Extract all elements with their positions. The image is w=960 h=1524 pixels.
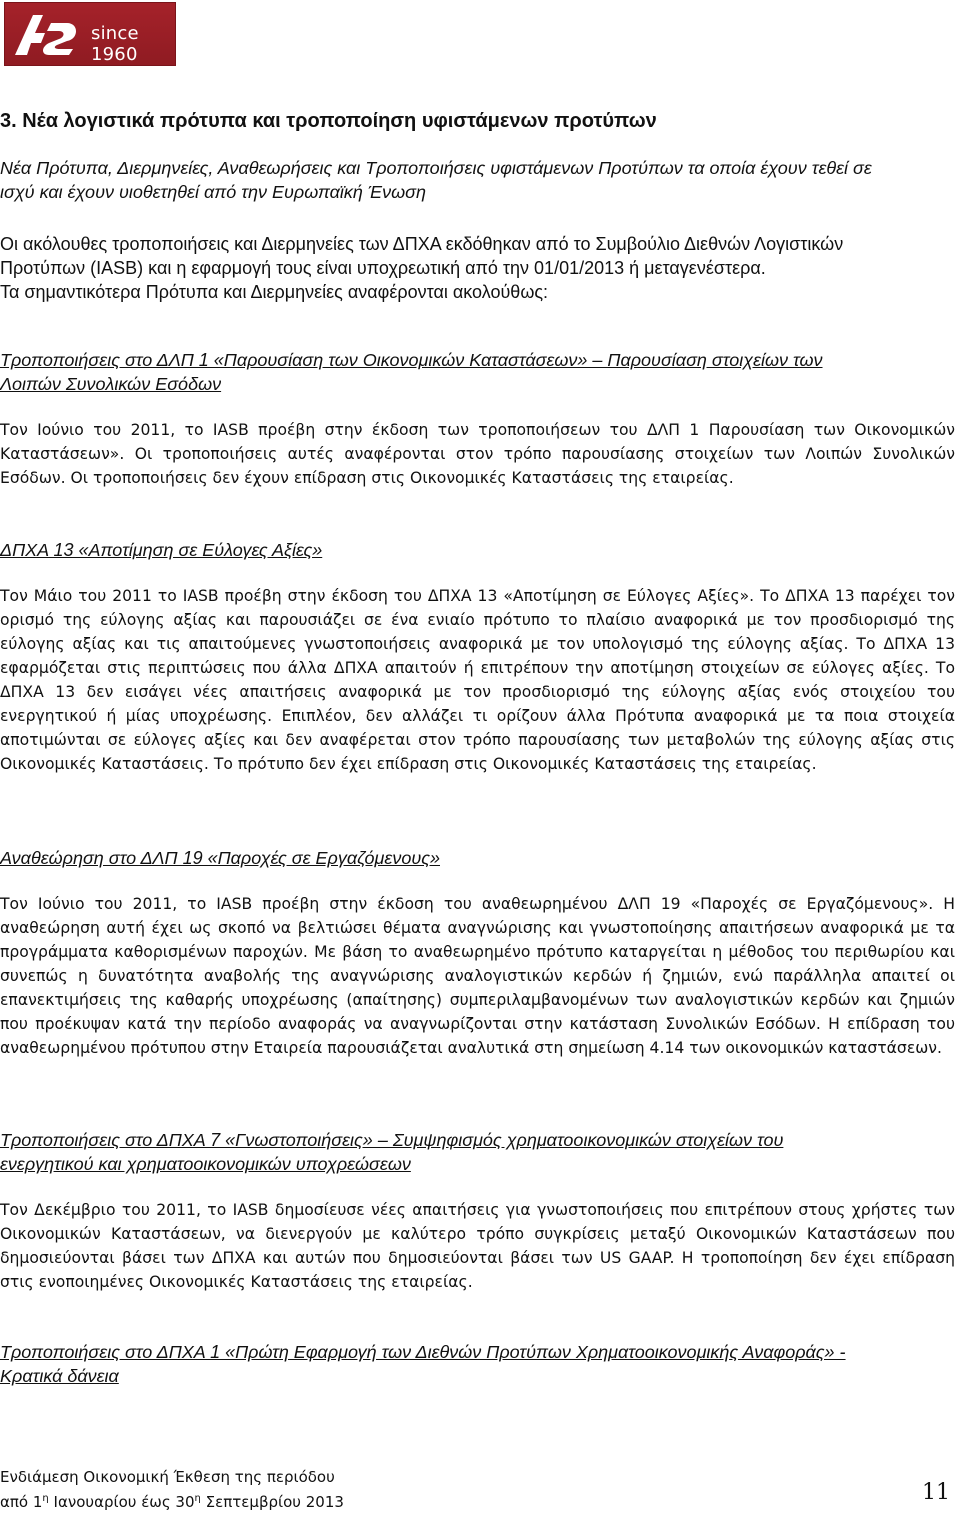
section-ifrs1-title — [0, 1340, 955, 1388]
section-title-line2: ενεργητικού και χρηματοοικονομικών υποχρεώσεων — [0, 1154, 411, 1174]
intro-subtitle — [0, 156, 955, 204]
intro-para-line2: Προτύπων (IASB) και η εφαρμογή τους είναι υποχρεωτική από την 01/01/2013 ή μεταγενέστερα. — [0, 258, 766, 278]
intro-para-line3: Τα σημαντικότερα Πρότυπα και Διερμηνείες αναφέρονται ακολούθως: — [0, 282, 549, 302]
footer-sup: η — [194, 1493, 201, 1504]
section-title-line2: Κρατικά δάνεια — [0, 1366, 119, 1386]
section-title-line1: Τροποποιήσεις στο ΔΠΧΑ 7 «Γνωστοποιήσεις» – Συμψηφισμός χρηματοοικονομικών στοιχείων του — [0, 1130, 784, 1150]
section-ias19-body: Τον Ιούνιο του 2011, το IASB προέβη στην έκδοση του αναθεωρημένου ΔΛΠ 19 «Παροχές σε Εργαζόμενους». Η αναθεώρηση αυτή έχει ως σκοπό να βελτιώσει θέματα αναγνώρισης και γνωστοποίησης απαιτήσεων αναφορικά με τα προγράμματα καθορισμένων παροχών. Με βάση το αναθεωρημένο πρότυπο καταργείται η μέθοδος του περιθωρίου και συνεπώς η δυνατότητα αναβολής της αναγνώρισης αναλογιστικών κερδών ή ζημιών, ενώ παράλληλα απαιτεί οι επανεκτιμήσεις της καθαρής υποχρέωσης (απαίτησης) συμπεριλαμβανομένων των αναλογιστικών κερδών και ζημιών που προέκυψαν κατά την περίοδο αναφοράς να αναγνωρίζονται στην κατάσταση Συνολικών Εσόδων. Η επίδραση του αναθεωρημένου πρότυπου στην Εταιρεία παρουσιάζεται αναλυτικά στη σημείωση 4.14 των οικονομικών καταστάσεων. — [0, 895, 955, 1057]
section-ifrs7-title — [0, 1128, 955, 1176]
section-title-line1: Αναθεώρηση στο ΔΛΠ 19 «Παροχές σε Εργαζόμενους» — [0, 848, 440, 868]
footer-line2-part: Ιανουαρίου έως 30 — [48, 1493, 195, 1511]
section-ifrs13-body: Τον Μάιο του 2011 το IASB προέβη στην έκδοση του ΔΠΧΑ 13 «Αποτίμηση σε Εύλογες Αξίες». Το ΔΠΧΑ 13 παρέχει τον ορισμό της εύλογης αξίας και παρουσιάζει σε ένα ενιαίο πρότυπο το πλαίσιο αναφορικά με τον προσδιορισμό της εύλογης αξίας και τις απαιτούμενες γνωστοποιήσεις αναφορικά με τον υπολογισμό της εύλογης αξίας. Το ΔΠΧΑ 13 εφαρμόζεται στις περιπτώσεις που άλλα ΔΠΧΑ απαιτούν ή επιτρέπουν την αποτίμηση στοιχείων σε εύλογες αξίες. Το ΔΠΧΑ 13 δεν εισάγει νέες απαιτήσεις αναφορικά με τον προσδιορισμό της εύλογης αξίας ενός στοιχείου του ενεργητικού ή μίας υποχρέωσης. Επιπλέον, δεν αλλάζει τι ορίζουν άλλα Πρότυπα αναφορικά με τα ποια στοιχεία αποτιμώνται σε εύλογες αξίες και δεν αναφέρεται στον τρόπο παρουσίασης των μεταβολών της εύλογης αξίας στις Οικονομικές Καταστάσεις. Το πρότυπο δεν έχει επίδραση στις Οικονομικές Καταστάσεις της εταιρείας. — [0, 587, 955, 773]
footer-line2-part: Σεπτεμβρίου 2013 — [200, 1493, 344, 1511]
section-ifrs7-body: Τον Δεκέμβριο του 2011, το IASB δημοσίευσε νέες απαιτήσεις για γνωστοποιήσεις που επιτρέπουν στους χρήστες των Οικονομικών Καταστάσεων, να διενεργούν με καλύτερο τρόπο συγκρίσεις μεταξύ Οικονομικών Καταστάσεων που δημοσιεύονται βάσει των ΔΠΧΑ και αυτών που δημοσιεύονται βάσει των US GAAP. Η τροποποίηση δεν έχει επίδραση στις ενοποιημένες Οικονομικές Καταστάσεις της εταιρείας. — [0, 1201, 955, 1291]
section-ias1-title — [0, 348, 955, 396]
section-ias1-body: Τον Ιούνιο του 2011, το IASB προέβη στην έκδοση των τροποποιήσεων του ΔΛΠ 1 Παρουσίαση των Οικονομικών Καταστάσεων». Οι τροποποιήσεις αυτές αναφέρονται στον τρόπο παρουσίασης στοιχείων των Λοιπών Συνολικών Εσόδων. Οι τροποποιήσεις δεν έχουν επίδραση στις Οικονομικές Καταστάσεις της εταιρείας. — [0, 421, 955, 487]
section-title-line1: ΔΠΧΑ 13 «Αποτίμηση σε Εύλογες Αξίες» — [0, 540, 323, 560]
company-logo — [4, 2, 176, 66]
section-title-line1: Τροποποιήσεις στο ΔΠΧΑ 1 «Πρώτη Εφαρμογή των Διεθνών Προτύπων Χρηματοοικονομικής Αναφοράς» - — [0, 1342, 846, 1362]
footer-text — [0, 1466, 344, 1513]
footer-line1: Ενδιάμεση Οικονομική Έκθεση της περιόδου — [0, 1468, 335, 1486]
section-ias19-title — [0, 846, 955, 870]
section-heading: 3. Νέα λογιστικά πρότυπα και τροποποίηση υφιστάμενων προτύπων — [0, 110, 657, 132]
footer-sup: η — [42, 1493, 49, 1504]
intro-subtitle-line1: Νέα Πρότυπα, Διερμηνείες, Αναθεωρήσεις και Τροποποιήσεις υφιστάμενων Προτύπων τα οποία έχουν τεθεί σε — [0, 158, 872, 178]
section-ifrs13-title — [0, 538, 955, 562]
footer-line2-part: από 1 — [0, 1493, 43, 1511]
section-title-line2: Λοιπών Συνολικών Εσόδων — [0, 374, 222, 394]
logo-text: since 1960 — [91, 23, 139, 65]
page-number: 11 — [922, 1480, 950, 1505]
company-logo-icon — [11, 9, 89, 61]
intro-paragraph — [0, 232, 955, 304]
intro-subtitle-line2: ισχύ και έχουν υιοθετηθεί από την Ευρωπαϊκή Ένωση — [0, 182, 426, 202]
footer-line2 — [0, 1488, 344, 1513]
section-title-line1: Τροποποιήσεις στο ΔΛΠ 1 «Παρουσίαση των Οικονομικών Καταστάσεων» – Παρουσίαση στοιχείων των — [0, 350, 823, 370]
intro-para-line1: Οι ακόλουθες τροποποιήσεις και Διερμηνείες των ΔΠΧΑ εκδόθηκαν από το Συμβούλιο Διεθνών Λογιστικών — [0, 234, 844, 254]
